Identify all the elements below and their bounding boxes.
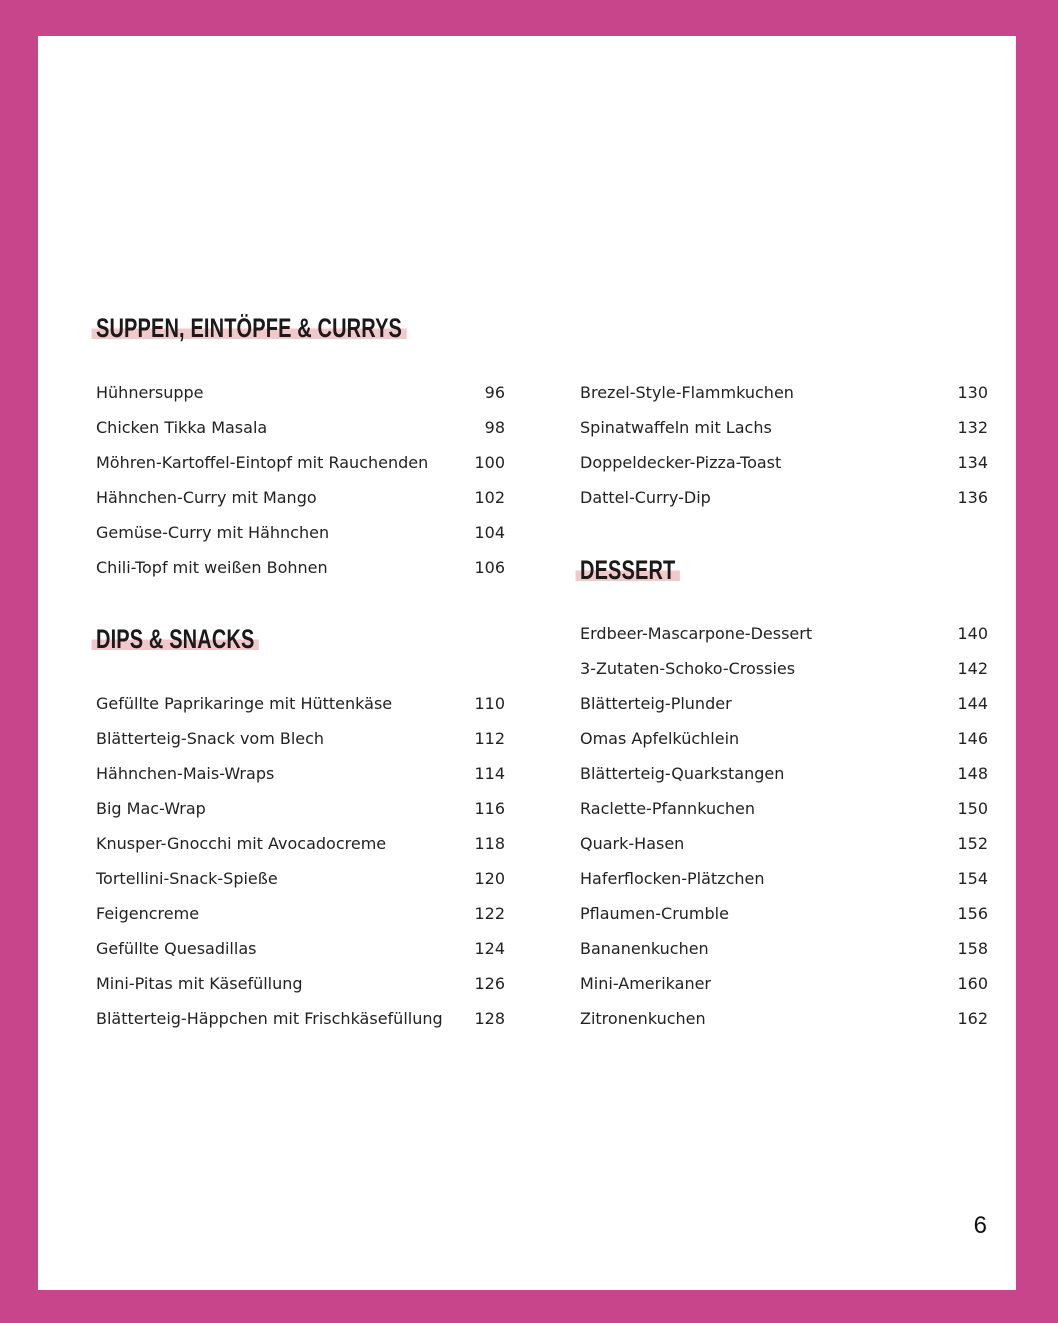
heading-text: DESSERT <box>576 555 680 585</box>
toc-entry[interactable] <box>96 417 505 452</box>
toc-entry-page: 100 <box>474 453 505 472</box>
section-heading-dips <box>96 623 259 655</box>
toc-entry[interactable] <box>96 938 505 973</box>
toc-entry-page: 128 <box>474 1009 505 1028</box>
toc-entry[interactable] <box>580 798 988 833</box>
toc-entry-title: Möhren-Kartoffel-Eintopf mit Rauchenden <box>96 453 429 472</box>
toc-entry[interactable] <box>96 763 505 798</box>
toc-entry-page: 150 <box>957 799 988 818</box>
toc-list-dips-continued <box>580 382 988 522</box>
toc-entry-title: Blätterteig-Plunder <box>580 694 732 713</box>
toc-entry-title: Blätterteig-Snack vom Blech <box>96 729 325 748</box>
toc-entry-title: Hähnchen-Curry mit Mango <box>96 488 317 507</box>
toc-entry[interactable] <box>96 798 505 833</box>
toc-entry-title: 3-Zutaten-Schoko-Crossies <box>580 659 796 678</box>
heading-text: DIPS & SNACKS <box>92 624 259 654</box>
heading-text: SUPPEN, EINTÖPFE & CURRYS <box>92 313 407 343</box>
toc-entry[interactable] <box>96 903 505 938</box>
toc-entry-page: 102 <box>474 488 505 507</box>
toc-entry-title: Haferflocken-Plätzchen <box>580 869 765 888</box>
toc-entry-page: 146 <box>957 729 988 748</box>
toc-entry[interactable] <box>96 452 505 487</box>
toc-entry-page: 116 <box>474 799 505 818</box>
section-heading-dessert <box>580 554 680 586</box>
toc-entry[interactable] <box>580 658 988 693</box>
toc-entry-page: 136 <box>957 488 988 507</box>
toc-entry-title: Chili-Topf mit weißen Bohnen <box>96 558 328 577</box>
book-page <box>38 36 1016 1290</box>
toc-entry-title: Hähnchen-Mais-Wraps <box>96 764 275 783</box>
toc-entry-title: Tortellini-Snack-Spieße <box>96 869 278 888</box>
toc-list-soups <box>96 382 505 592</box>
toc-entry-page: 130 <box>957 383 988 402</box>
toc-entry-title: Doppeldecker-Pizza-Toast <box>580 453 782 472</box>
toc-entry-page: 132 <box>957 418 988 437</box>
toc-entry-page: 98 <box>484 418 505 437</box>
toc-entry[interactable] <box>96 693 505 728</box>
toc-entry-title: Knusper-Gnocchi mit Avocadocreme <box>96 834 387 853</box>
toc-entry-title: Raclette-Pfannkuchen <box>580 799 756 818</box>
toc-entry-title: Gefüllte Paprikaringe mit Hüttenkäse <box>96 694 393 713</box>
toc-entry[interactable] <box>580 763 988 798</box>
toc-entry-page: 160 <box>957 974 988 993</box>
toc-entry[interactable] <box>96 487 505 522</box>
toc-entry-title: Omas Apfelküchlein <box>580 729 740 748</box>
toc-list-dessert <box>580 623 988 1043</box>
toc-entry-page: 126 <box>474 974 505 993</box>
toc-entry-page: 110 <box>474 694 505 713</box>
toc-entry[interactable] <box>96 973 505 1008</box>
toc-entry-title: Hühnersuppe <box>96 383 204 402</box>
toc-entry[interactable] <box>580 868 988 903</box>
toc-entry-page: 106 <box>474 558 505 577</box>
toc-entry-title: Bananenkuchen <box>580 939 709 958</box>
toc-entry-page: 162 <box>957 1009 988 1028</box>
toc-entry[interactable] <box>580 487 988 522</box>
toc-entry-page: 104 <box>474 523 505 542</box>
toc-entry-page: 142 <box>957 659 988 678</box>
toc-entry[interactable] <box>580 833 988 868</box>
toc-entry-page: 154 <box>957 869 988 888</box>
toc-entry-page: 158 <box>957 939 988 958</box>
toc-entry[interactable] <box>580 452 988 487</box>
toc-entry-page: 118 <box>474 834 505 853</box>
toc-entry-title: Mini-Amerikaner <box>580 974 712 993</box>
toc-entry-title: Gemüse-Curry mit Hähnchen <box>96 523 330 542</box>
toc-entry-page: 144 <box>957 694 988 713</box>
toc-entry[interactable] <box>580 903 988 938</box>
toc-entry[interactable] <box>580 693 988 728</box>
toc-entry[interactable] <box>580 382 988 417</box>
toc-entry-title: Gefüllte Quesadillas <box>96 939 257 958</box>
toc-entry-title: Brezel-Style-Flammkuchen <box>580 383 794 402</box>
toc-entry-page: 134 <box>957 453 988 472</box>
toc-entry[interactable] <box>580 728 988 763</box>
toc-entry-title: Dattel-Curry-Dip <box>580 488 711 507</box>
toc-entry-title: Mini-Pitas mit Käsefüllung <box>96 974 303 993</box>
toc-entry-title: Feigencreme <box>96 904 200 923</box>
toc-entry-page: 140 <box>957 624 988 643</box>
toc-entry-page: 152 <box>957 834 988 853</box>
toc-entry[interactable] <box>96 833 505 868</box>
toc-entry-title: Blätterteig-Quarkstangen <box>580 764 785 783</box>
section-heading-soups <box>96 312 406 344</box>
toc-entry[interactable] <box>96 868 505 903</box>
toc-entry-title: Pflaumen-Crumble <box>580 904 729 923</box>
toc-entry-title: Erdbeer-Mascarpone-Dessert <box>580 624 813 643</box>
toc-entry-title: Zitronenkuchen <box>580 1009 706 1028</box>
toc-entry-title: Chicken Tikka Masala <box>96 418 268 437</box>
toc-entry-title: Quark-Hasen <box>580 834 685 853</box>
toc-entry[interactable] <box>96 382 505 417</box>
toc-entry-page: 122 <box>474 904 505 923</box>
toc-entry[interactable] <box>580 973 988 1008</box>
toc-entry-page: 120 <box>474 869 505 888</box>
toc-entry[interactable] <box>96 728 505 763</box>
toc-entry[interactable] <box>96 1008 505 1043</box>
toc-entry[interactable] <box>580 1008 988 1043</box>
toc-entry-title: Spinatwaffeln mit Lachs <box>580 418 772 437</box>
toc-entry-page: 124 <box>474 939 505 958</box>
toc-entry[interactable] <box>580 938 988 973</box>
page-number: 6 <box>973 1212 987 1239</box>
toc-entry-title: Big Mac-Wrap <box>96 799 206 818</box>
toc-entry-page: 96 <box>484 383 505 402</box>
toc-entry-page: 112 <box>474 729 505 748</box>
toc-list-dips <box>96 693 505 1043</box>
toc-entry[interactable] <box>580 417 988 452</box>
toc-entry-title: Blätterteig-Häppchen mit Frischkäsefüllung <box>96 1009 443 1028</box>
toc-entry[interactable] <box>96 557 505 592</box>
toc-entry-page: 148 <box>957 764 988 783</box>
toc-entry[interactable] <box>96 522 505 557</box>
toc-entry[interactable] <box>580 623 988 658</box>
toc-entry-page: 114 <box>474 764 505 783</box>
toc-entry-page: 156 <box>957 904 988 923</box>
